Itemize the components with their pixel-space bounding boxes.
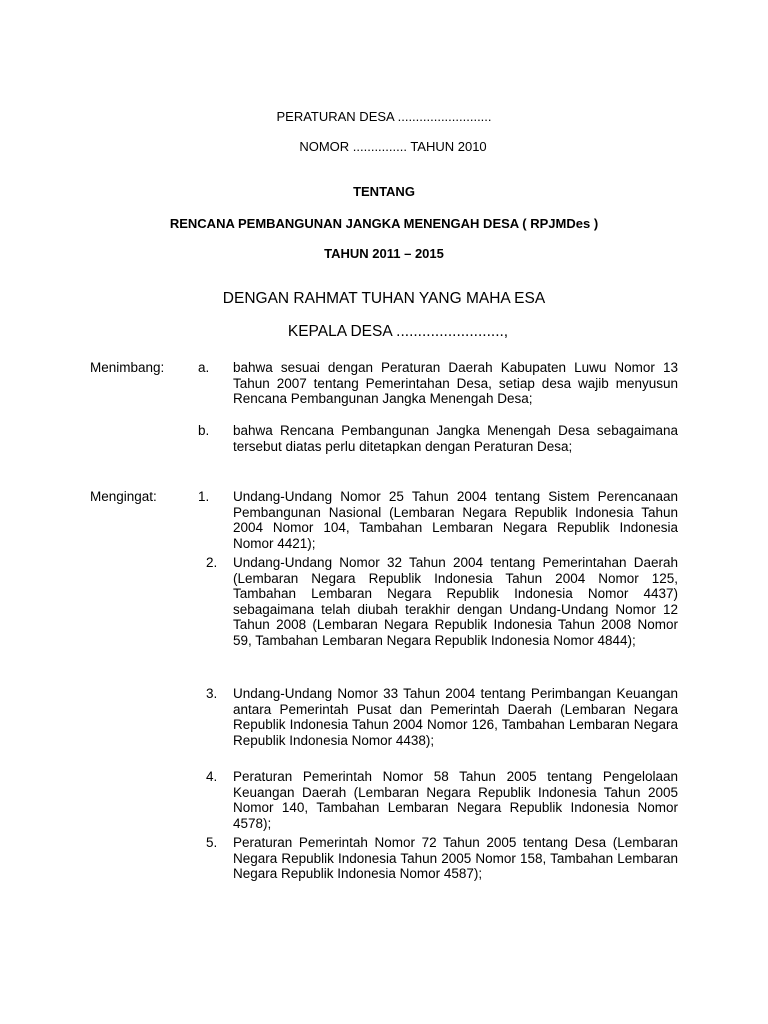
list-item-text: bahwa sesuai dengan Peraturan Daerah Kabupaten Luwu Nomor 13 Tahun 2007 tentang Pemerintahan Desa, setiap desa wajib menyusun Rencana Pembangunan Jangka Menengah Desa;: [233, 360, 678, 407]
list-item: [180, 360, 680, 407]
regulation-number: NOMOR ............... TAHUN 2010: [299, 139, 487, 154]
list-item-text: Undang-Undang Nomor 33 Tahun 2004 tentang Perimbangan Keuangan antara Pemerintah Pusat dan Pemerintah Daerah (Lembaran Negara Republik Indonesia Tahun 2004 Nomor 126, Tambahan Lembaran Negara Republik Indonesia Nomor 4438);: [233, 686, 678, 748]
list-marker: a.: [198, 360, 210, 375]
list-item: [180, 835, 680, 882]
list-item: [180, 489, 680, 551]
list-item-text: Undang-Undang Nomor 25 Tahun 2004 tentang Sistem Perencanaan Pembangunan Nasional (Lembaran Negara Republik Indonesia Tahun 2004 Nomor 104, Tambahan Lembaran Negara Republik Indonesia Nomor 4421);: [233, 489, 678, 551]
list-marker: 2.: [206, 555, 218, 570]
regulation-period: TAHUN 2011 – 2015: [324, 246, 444, 261]
list-marker: 3.: [206, 686, 218, 701]
list-item: [180, 769, 680, 831]
tentang-heading: TENTANG: [353, 184, 415, 199]
list-marker: 1.: [198, 489, 210, 504]
list-marker: 5.: [206, 835, 218, 850]
list-item: [180, 686, 680, 748]
preamble-kepala: KEPALA DESA .........................,: [287, 323, 509, 340]
menimbang-label: Menimbang:: [90, 360, 165, 375]
list-item-text: bahwa Rencana Pembangunan Jangka Menengah Desa sebagaimana tersebut diatas perlu ditetapkan dengan Peraturan Desa;: [233, 423, 678, 454]
list-item-text: Peraturan Pemerintah Nomor 58 Tahun 2005 tentang Pengelolaan Keuangan Daerah (Lembaran Negara Republik Indonesia Tahun 2005 Nomor 140, Tambahan Lembaran Negara Republik Indonesia Nomor 4578);: [233, 769, 678, 831]
list-item-text: Undang-Undang Nomor 32 Tahun 2004 tentang Pemerintahan Daerah (Lembaran Negara Republik Indonesia Tahun 2004 Nomor 125, Tambahan Lembaran Negara Republik Indonesia Nomor 4437) sebagaimana telah diubah terakhir dengan Undang-Undang Nomor 12 Tahun 2008 (Lembaran Negara Republik Indonesia Tahun 2008 Nomor 59, Tambahan Lembaran Negara Republik Indonesia Nomor 4844);: [233, 555, 678, 648]
list-marker: b.: [198, 423, 210, 438]
preamble-rahmat: DENGAN RAHMAT TUHAN YANG MAHA ESA: [222, 290, 546, 307]
list-item-text: Peraturan Pemerintah Nomor 72 Tahun 2005 tentang Desa (Lembaran Negara Republik Indonesia Tahun 2005 Nomor 158, Tambahan Lembaran Negara Republik Indonesia Nomor 4587);: [233, 835, 678, 882]
list-item: [180, 555, 680, 649]
mengingat-label: Mengingat:: [90, 489, 157, 504]
list-item: [180, 423, 680, 454]
regulation-title: PERATURAN DESA ..........................: [276, 109, 492, 124]
list-marker: 4.: [206, 769, 218, 784]
regulation-subject: RENCANA PEMBANGUNAN JANGKA MENENGAH DESA ( RPJMDes ): [169, 216, 599, 231]
